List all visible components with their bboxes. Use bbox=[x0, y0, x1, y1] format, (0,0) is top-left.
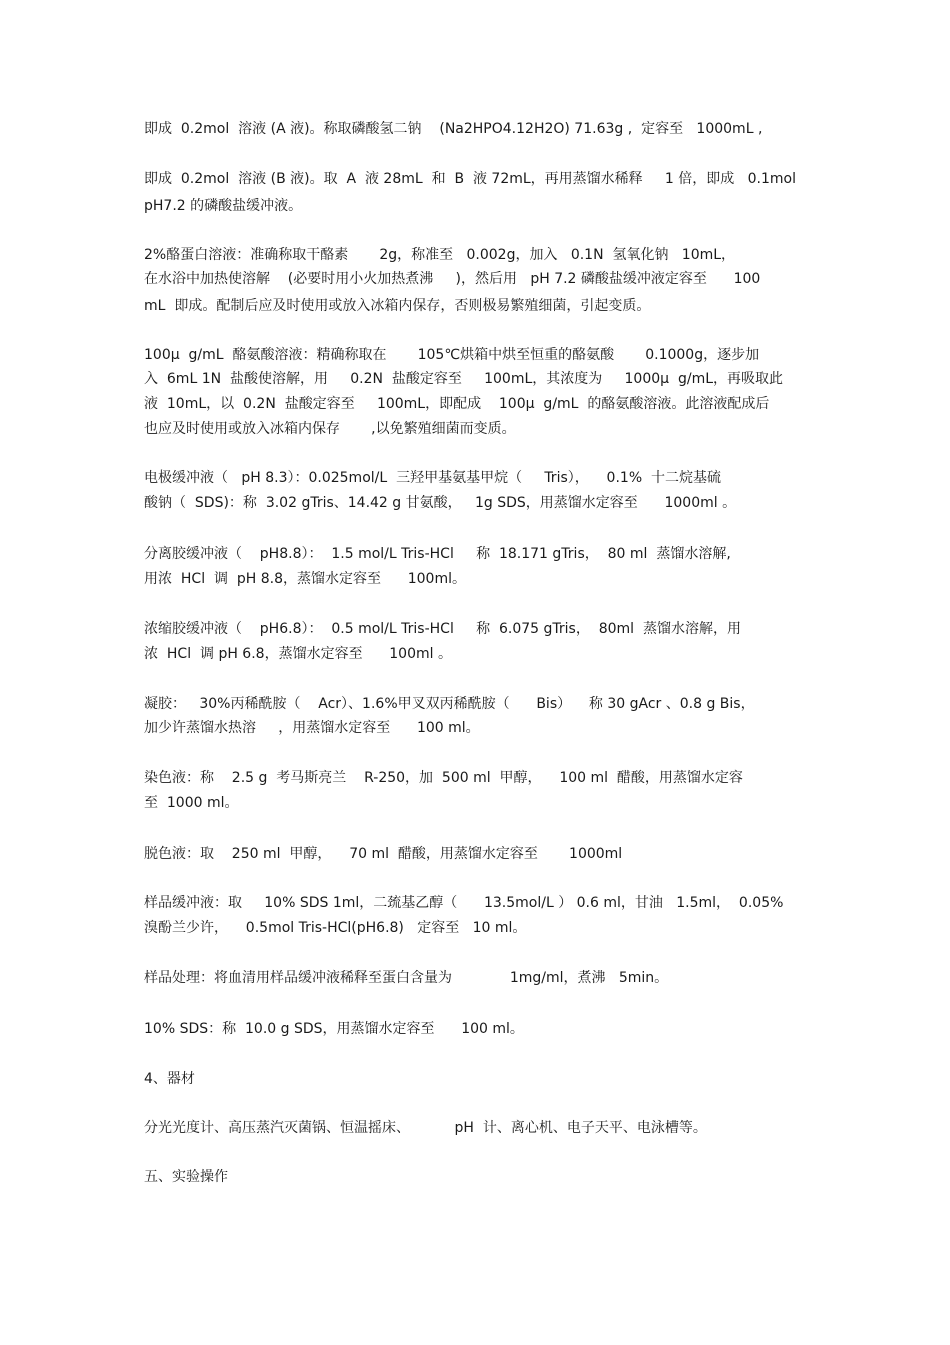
text-line: 样品缓冲液：取 10% SDS 1ml，二巯基乙醇（ 13.5mol/L ） 0.6 ml，甘油 1.5ml， 0.05% bbox=[144, 895, 784, 911]
text-line: 凝胶： 30%丙稀酰胺（ Acr）、1.6%甲叉双丙稀酰胺（ Bis） 称 30 gAcr 、0.8 g Bis， bbox=[144, 696, 755, 712]
text-line: 液 10mL，以 0.2N 盐酸定容至 100mL，即配成 100μ g/mL 的酪氨酸溶液。此溶液配成后 bbox=[144, 396, 770, 412]
section-heading: 五、实验操作 bbox=[144, 1169, 228, 1185]
text-line: 溴酚兰少许， 0.5mol Tris-HCl(pH6.8) 定容至 10 ml。 bbox=[144, 920, 527, 936]
text-line: 酸钠（ SDS)：称 3.02 gTris、14.42 g 甘氨酸， 1g SDS，用蒸馏水定容至 1000ml 。 bbox=[144, 495, 737, 511]
text-line: 即成 0.2mol 溶液 (B 液)。取 A 液 28mL 和 B 液 72mL，再用蒸馏水稀释 1 倍，即成 0.1mol bbox=[144, 171, 796, 187]
text-line: 用浓 HCl 调 pH 8.8，蒸馏水定容至 100ml。 bbox=[144, 571, 466, 587]
text-line: 2%酪蛋白溶液：准确称取干酪素 2g，称准至 0.002g，加入 0.1N 氢氧化钠 10mL， bbox=[144, 247, 736, 263]
text-line: 电极缓冲液（ pH 8.3）：0.025mol/L 三羟甲基氨基甲烷（ Tris）， 0.1% 十二烷基硫 bbox=[144, 470, 722, 486]
text-line: 浓缩胶缓冲液（ pH6.8）： 0.5 mol/L Tris-HCl 称 6.075 gTris， 80ml 蒸馏水溶解，用 bbox=[144, 621, 741, 637]
text-line: 100μ g/mL 酪氨酸溶液：精确称取在 105℃烘箱中烘至恒重的酪氨酸 0.1000g，逐步加 bbox=[144, 347, 760, 363]
text-line: 染色液：称 2.5 g 考马斯亮兰 R-250，加 500 ml 甲醇， 100 ml 醋酸，用蒸馏水定容 bbox=[144, 770, 743, 786]
text-line: 也应及时使用或放入冰箱内保存 ,以免繁殖细菌而变质。 bbox=[144, 421, 516, 437]
text-line: 即成 0.2mol 溶液 (A 液)。称取磷酸氢二钠 (Na2HPO4.12H2O) 71.63g , 定容至 1000mL , bbox=[144, 121, 763, 137]
text-line: 分光光度计、高压蒸汽灭菌锅、恒温摇床、 pH 计、离心机、电子天平、电泳槽等。 bbox=[144, 1120, 707, 1136]
text-line: 在水浴中加热使溶解 (必要时用小火加热煮沸 )，然后用 pH 7.2 磷酸盐缓冲液定容至 100 bbox=[144, 271, 761, 287]
text-line: pH7.2 的磷酸盐缓冲液。 bbox=[144, 198, 303, 214]
text-line: 10% SDS：称 10.0 g SDS，用蒸馏水定容至 100 ml。 bbox=[144, 1021, 524, 1037]
text-line: 样品处理：将血清用样品缓冲液稀释至蛋白含量为 1mg/ml，煮沸 5min。 bbox=[144, 970, 669, 986]
text-line: 加少许蒸馏水热溶 ，用蒸馏水定容至 100 ml。 bbox=[144, 720, 480, 736]
text-line: 浓 HCl 调 pH 6.8，蒸馏水定容至 100ml 。 bbox=[144, 646, 452, 662]
text-line: mL 即成。配制后应及时使用或放入冰箱内保存，否则极易繁殖细菌，引起变质。 bbox=[144, 298, 651, 314]
text-line: 脱色液：取 250 ml 甲醇， 70 ml 醋酸，用蒸馏水定容至 1000ml bbox=[144, 846, 623, 862]
text-line: 入 6mL 1N 盐酸使溶解，用 0.2N 盐酸定容至 100mL，其浓度为 1000μ g/mL，再吸取此 bbox=[144, 371, 784, 387]
text-line: 至 1000 ml。 bbox=[144, 795, 239, 811]
section-heading: 4、器材 bbox=[144, 1071, 195, 1087]
text-line: 分离胶缓冲液（ pH8.8）： 1.5 mol/L Tris-HCl 称 18.171 gTris， 80 ml 蒸馏水溶解, bbox=[144, 546, 731, 562]
